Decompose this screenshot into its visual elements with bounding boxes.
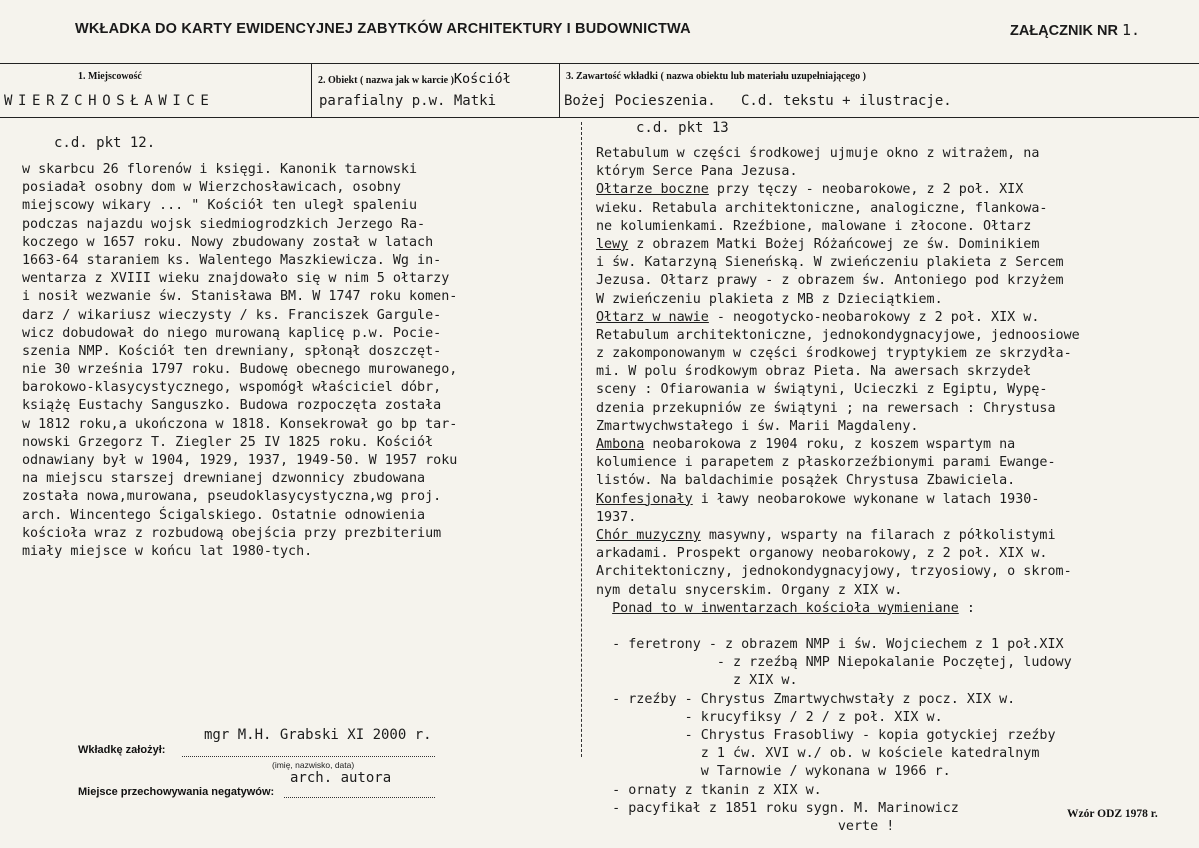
right-text-line — [596, 291, 1080, 309]
line-text: i ławy neobarokowe wykonane w latach 1930- — [692, 491, 1040, 507]
field-divider-1 — [311, 63, 312, 117]
left-text-line: darz / wikariusz wieczysty / ks. Franciszek Gargule- — [22, 307, 442, 323]
line-text: : — [958, 600, 975, 616]
right-column-text — [596, 145, 1080, 836]
left-text-line: kościoła wraz z rozbudową obejścia przy prezbiterium — [22, 525, 442, 541]
right-text-line — [596, 436, 1080, 454]
right-text-line — [596, 527, 1080, 545]
line-text: - ornaty z tkanin z XIX w. — [596, 782, 822, 798]
line-text: listów. Na baldachimie posążek Chrystusa Zbawiciela. — [596, 473, 1016, 489]
right-text-line — [596, 636, 1080, 654]
line-text: wieku. Retabula architektoniczne, analogiczne, flankowa- — [596, 200, 1048, 216]
line-text: z zakomponowanym w części środkowej tryptykiem ze skrzydła- — [596, 346, 1072, 362]
line-text: Jezusa. Ołtarz prawy - z obrazem św. Antoniego pod krzyżem — [596, 273, 1064, 289]
right-text-line — [596, 145, 1080, 163]
right-text-line — [596, 745, 1080, 763]
line-text: masywny, wsparty na filarach z półkolistymi — [700, 527, 1056, 543]
field-1-label: 1. Miejscowość — [78, 71, 142, 82]
field-1-value: WIERZCHOSŁAWICE — [4, 93, 215, 109]
left-text-line: nowski Grzegorz T. Ziegler 25 IV 1825 roku. Kościół — [22, 434, 434, 450]
field-2-value: parafialny p.w. Matki — [319, 93, 497, 109]
field-2-inline-value: Kościół — [453, 71, 511, 87]
line-text: Retabulum w części środkowej ujmuje okno z witrażem, na — [596, 146, 1040, 161]
right-text-line — [596, 782, 1080, 800]
line-text: - pacyfikał z 1851 roku sygn. M. Marinowicz — [596, 800, 959, 816]
right-text-line — [596, 454, 1080, 472]
left-column-heading: c.d. pkt 12. — [54, 135, 156, 151]
line-text: mi. W polu środkowym obraz Pieta. Na awersach skrzydeł — [596, 364, 1032, 380]
left-text-line: podczas najazdu wojsk siedmiogrodzkich Jerzego Ra- — [22, 216, 426, 232]
right-text-line — [596, 491, 1080, 509]
negatives-label: Miejsce przechowywania negatywów: — [78, 786, 275, 798]
underlined-heading: Konfesjonały — [596, 491, 693, 507]
left-text-line: odnawiany był w 1904, 1929, 1937, 1949-50. W 1957 roku — [22, 453, 458, 468]
underlined-heading: Ołtarze boczne — [596, 182, 709, 198]
field-3-value: Bożej Pocieszenia. C.d. tekstu + ilustracje. — [564, 93, 952, 109]
right-text-line — [596, 181, 1080, 199]
field-row-top-rule — [0, 63, 1199, 64]
right-text-line — [596, 218, 1080, 236]
line-text: neobarokowa z 1904 roku, z koszem wspartym na — [644, 437, 1016, 452]
line-text: verte ! — [596, 818, 895, 834]
attachment-value: 1. — [1121, 21, 1141, 39]
line-text: Architektoniczny, jednokondygnacyjowy, trzyosiowy, o skrom- — [596, 564, 1072, 580]
underlined-heading: Ambona — [596, 437, 645, 452]
right-text-line — [596, 418, 1080, 436]
left-text-line: i nosił wezwanie św. Stanisława BM. W 1747 roku komen- — [22, 289, 458, 305]
underlined-heading: Ołtarz w nawie — [596, 309, 709, 325]
line-text: 1937. — [596, 509, 637, 525]
left-text-line: koczego w 1657 roku. Nowy zbudowany został w latach — [22, 234, 434, 250]
right-text-line — [596, 200, 1080, 218]
column-divider — [581, 122, 582, 757]
line-text: którym Serce Pana Jezusa. — [596, 164, 798, 180]
form-title: WKŁADKA DO KARTY EWIDENCYJNEJ ZABYTKÓW ARCHITEKTURY I BUDOWNICTWA — [75, 21, 691, 37]
line-text: - Chrystus Frasobliwy - kopia gotyckiej rzeźby — [596, 728, 1056, 743]
field-3-label: 3. Zawartość wkładki ( nazwa obiektu lub materiału uzupełniającego ) — [566, 71, 867, 82]
left-text-line: na miejscu starszej drewnianej dzwonnicy zbudowana — [22, 471, 426, 487]
line-text: sceny : Ofiarowania w świątyni, Ucieczki z Egiptu, Wypę- — [596, 382, 1048, 398]
right-text-line — [596, 309, 1080, 327]
right-text-line — [596, 763, 1080, 781]
line-text: - krucyfiksy / 2 / z poł. XIX w. — [596, 709, 943, 725]
right-text-line — [596, 654, 1080, 672]
attachment-prefix: ZAŁĄCZNIK NR — [1010, 23, 1118, 39]
right-text-line — [596, 272, 1080, 290]
right-text-line — [596, 363, 1080, 381]
right-column-heading: c.d. pkt 13 — [636, 120, 729, 136]
left-text-line: w skarbcu 26 florenów i księgi. Kanonik tarnowski — [22, 162, 418, 177]
line-text: kolumience i parapetem z płaskorzeźbionymi parami Ewange- — [596, 455, 1056, 471]
right-text-line — [596, 600, 1080, 618]
attachment-number — [1010, 21, 1140, 39]
form-model-id: Wzór ODZ 1978 r. — [1067, 808, 1158, 820]
line-text: dzenia przekupniów ze świątyni ; na rewersach : Chrystusa — [596, 400, 1056, 416]
line-text: z obrazem Matki Bożej Różańcowej ze św. Dominikiem — [628, 236, 1040, 252]
line-text: z 1 ćw. XVI w./ ob. w kościele katedralnym — [596, 746, 1040, 762]
underlined-heading: lewy — [596, 236, 629, 252]
right-text-line — [596, 327, 1080, 345]
right-text-line — [596, 800, 1080, 818]
left-text-line: w 1812 roku,a ukończona w 1818. Konsekrował go bp tar- — [22, 416, 458, 432]
line-text: Retabulum architektoniczne, jednokondygnacyjowe, jednoosiowe — [596, 327, 1080, 343]
line-text: i św. Katarzyną Sieneńską. W zwieńczeniu plakieta z Sercem — [596, 255, 1064, 271]
line-text: przy tęczy - neobarokowe, z 2 poł. XIX — [708, 182, 1024, 198]
right-text-line — [596, 582, 1080, 600]
right-text-line — [596, 818, 1080, 836]
left-text-line: wentarza z XVIII wieku znajdowało się w nim 5 ołtarzy — [22, 271, 450, 287]
right-text-line — [596, 509, 1080, 527]
negatives-dotted-line — [284, 797, 435, 798]
line-text: w Tarnowie / wykonana w 1966 r. — [596, 764, 951, 780]
right-text-line — [596, 727, 1080, 745]
line-text: - rzeźby - Chrystus Zmartwychwstały z pocz. XIX w. — [596, 691, 1016, 707]
left-text-line: książę Eustachy Sanguszko. Budowa rozpoczęta została — [22, 398, 442, 414]
right-text-line — [596, 472, 1080, 490]
left-text-line: szenia NMP. Kościół ten drewniany, spłonął doszczęt- — [22, 343, 442, 359]
field-row-bottom-rule — [0, 117, 1199, 118]
right-text-line — [596, 400, 1080, 418]
field-2-label: 2. Obiekt ( nazwa jak w karcie )Kościół — [318, 71, 511, 87]
line-text: z XIX w. — [596, 673, 798, 689]
line-text: nym detalu snycerskim. Organy z XIX w. — [596, 582, 903, 598]
line-text: W zwieńczeniu plakieta z MB z Dzieciątkiem. — [596, 291, 943, 307]
left-text-line: 1663-64 staraniem ks. Walentego Maszkiewicza. Wg in- — [22, 252, 442, 268]
line-text: Zmartwychwstałego i św. Marii Magdaleny. — [596, 418, 919, 434]
left-text-line: arch. Wincentego Ścigalskiego. Ostatnie odnowienia — [22, 507, 426, 523]
underlined-heading: Chór muzyczny — [596, 527, 701, 543]
right-text-line — [596, 381, 1080, 399]
line-text: - z rzeźbą NMP Niepokalanie Poczętej, ludowy — [596, 655, 1072, 671]
line-text — [596, 619, 604, 634]
left-text-line: nie 30 września 1797 roku. Budowę obecnego murowanego, — [22, 362, 458, 378]
author-dotted-line — [182, 756, 435, 757]
negatives-value: arch. autora — [290, 770, 392, 786]
right-text-line — [596, 709, 1080, 727]
right-text-line — [596, 618, 1080, 636]
left-column-text — [22, 161, 457, 561]
right-text-line — [596, 672, 1080, 690]
right-text-line — [596, 254, 1080, 272]
left-text-line: została nowa,murowana, pseudoklasycystyczna,wg proj. — [22, 489, 442, 505]
left-text-line: barokowo-klasycystycznego, wspomógł właściciel dóbr, — [22, 380, 442, 396]
left-text-line: miejscowy wikary ... " Kościół ten uległ spaleniu — [22, 198, 418, 214]
underlined-heading: Ponad to w inwentarzach kościoła wymieniane — [612, 600, 959, 616]
author-label: Wkładkę założył: — [78, 744, 166, 756]
right-text-line — [596, 563, 1080, 581]
author-value: mgr M.H. Grabski XI 2000 r. — [204, 727, 432, 743]
left-text-line: wicz dobudował do niego murowaną kaplicę p.w. Pocie- — [22, 325, 442, 341]
right-text-line — [596, 545, 1080, 563]
right-text-line — [596, 236, 1080, 254]
line-text: - feretrony - z obrazem NMP i św. Wojciechem z 1 poł.XIX — [596, 637, 1064, 653]
line-text: arkadami. Prospekt organowy neobarokowy, z 2 poł. XIX w. — [596, 546, 1048, 562]
right-text-line — [596, 345, 1080, 363]
right-text-line — [596, 163, 1080, 181]
author-hint: (imię, nazwisko, data) — [272, 760, 355, 770]
line-text: ne kolumienkami. Rzeźbione, malowane i złocone. Ołtarz — [596, 218, 1032, 234]
line-text: - neogotycko-neobarokowy z 2 poł. XIX w. — [708, 309, 1040, 325]
left-text-line: posiadał osobny dom w Wierzchosławicach, osobny — [22, 180, 401, 196]
left-text-line: miały miejsce w końcu lat 1980-tych. — [22, 543, 313, 559]
field-divider-2 — [559, 63, 560, 117]
right-text-line — [596, 691, 1080, 709]
line-indent — [596, 601, 612, 616]
